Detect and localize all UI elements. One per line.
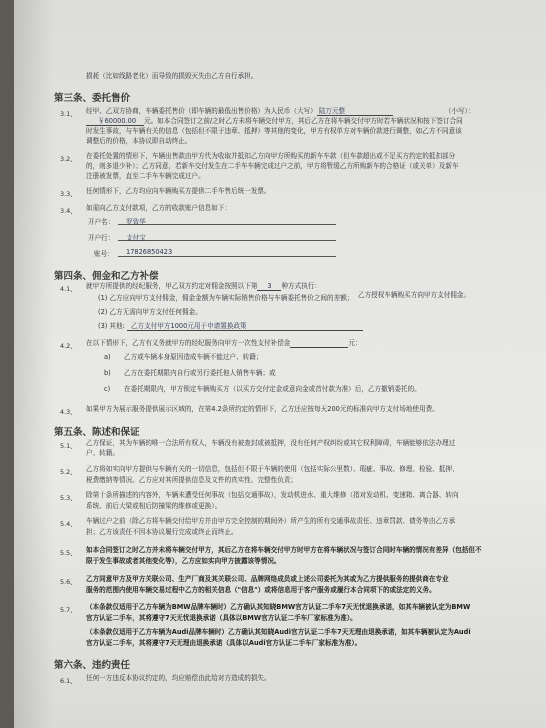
clause-5-7-line-3: （本条款仅适用于乙方车辆为Audi品牌车辆时）乙方确认其知晓Audi官方认证二手车7天无理由退换承诺，如其车辆被认定为Audi — [86, 628, 471, 636]
item-a-text: 乙方或车辆本身原因造成车辆不能过户、转籍； — [124, 353, 263, 361]
option-2: (2) 乙方无需向甲方支付任何佣金。 — [98, 308, 202, 316]
option-1: (1) 乙方应向甲方支付佣金，佣金金额为车辆实际销售价格与车辆委托售价之间的差额； — [98, 294, 354, 302]
account-number-field: 17826850423 — [118, 247, 336, 257]
clause-5-6-line-2: 服务的范围内使用车辆交易过程中乙方的相关信息（"信息"）或将信息用于客户服务或履行本合同项下的或法定的义务。 — [86, 586, 436, 594]
clause-5-1-line-1: 乙方保证，其为车辆的唯一合法所有权人，车辆没有被查封或被抵押，没有任何产权纠纷或其它权利障碍，车辆能够依法办理过 — [86, 439, 456, 447]
item-a-label: a) — [104, 353, 111, 361]
clause-5-4-line-1: 车辆过户之前（除乙方将车辆交付给甲方并由甲方完全控制的期间外）所产生的所有交通事故责任、违章罚款、债务等由乙方承 — [86, 517, 456, 525]
clause-4-3-number: 4.3、 — [60, 408, 77, 416]
clause-5-5-line-1: 如本合同签订之时乙方并未将车辆交付甲方，其后乙方在将车辆交付甲方时甲方在将车辆状况与签订合同时车辆的情况有差异（包括但不 — [86, 546, 482, 554]
clause-4-2-number: 4.2、 — [60, 342, 77, 350]
item-b-text: 乙方在委托期限内自行或另行委托他人销售车辆；或 — [124, 369, 276, 377]
price-figure-field: ￥60000.00 — [86, 117, 144, 126]
clause-3-4-line: 如需向乙方支付款项，乙方的收款账户信息如下： — [86, 204, 232, 212]
clause-5-4-number: 5.4、 — [60, 520, 77, 528]
clause-5-2-line-1: 乙方将如实向甲方提供与车辆有关的一切信息，包括但不限于车辆的使用（包括实际公里数）、瑕疵、事故、修理、检验、抵押、 — [86, 465, 459, 473]
account-holder-field: 罗致华 — [118, 215, 336, 225]
bank-branch-field: 支付宝 — [118, 231, 336, 241]
clause-5-6-line-1: 乙方同意甲方及甲方关联公司、生产厂商及其关联公司、品牌网络成员或上述公司委托为其或为乙方提供服务的提供商在专业 — [86, 575, 449, 583]
clause-3-2-number: 3.2、 — [60, 155, 77, 163]
section-6-title: 第六条、违约责任 — [54, 660, 131, 671]
bank-branch-label: 开户行： — [88, 234, 115, 242]
clause-5-3-line-1: 除第十条所描述的内容外，车辆未遭受任何事故（包括交通事故），发动机进水、重大维修（指对发动机、变速箱、离合器、转向 — [86, 491, 459, 499]
clause-3-1-line-3: 时发生事故，与车辆有关的信息（包括但不限于违章、抵押）等其他的变化，甲方有权单方对车辆价款进行调整，如乙方不同意该 — [86, 127, 462, 135]
clause-5-5-number: 5.5、 — [60, 549, 77, 557]
clause-5-7-line-2: 官方认证二手车，其将遵守7天无忧退换承诺（具体以BMW官方认证二手车厂家标准为准）。 — [86, 614, 357, 622]
clause-5-5-line-2: 限于发生事故或者其他变化等），乙方应如实向甲方披露该等情况。 — [86, 557, 281, 565]
clause-4-1-tail: 乙方授权车辆购买方向甲方支付佣金。 — [358, 291, 471, 299]
option-3: (3) 其他: 乙方支付甲方1000元用于申请置换政策 — [98, 322, 363, 331]
clause-5-2-number: 5.2、 — [60, 468, 77, 476]
section-5-title: 第五条、陈述和保证 — [54, 427, 140, 438]
clause-5-1-number: 5.1、 — [60, 442, 77, 450]
item-c-text: 在委托期限内，甲方锁定车辆购买方（以买方交付定金或意向金或首付款为准）后，乙方撤销委托的。 — [124, 385, 421, 393]
clause-5-3-line-2: 系统、前后大梁或相后防撞梁的维修或更换）。 — [86, 502, 222, 510]
section-3-title: 第三条、委托售价 — [54, 93, 131, 104]
account-holder-label: 开户名： — [88, 218, 115, 226]
clause-3-3-line: 任何情形下，乙方均应向车辆购买方提供二手车售后统一发票。 — [86, 187, 271, 195]
commission-option-field: 3 — [257, 282, 281, 291]
account-number-label: 账号： — [94, 250, 114, 258]
clause-5-4-line-2: 担；乙方该责任不因本协议履行完成或终止而终止。 — [86, 528, 238, 536]
clause-4-2-line: 在以下情形下，乙方有义务就甲方的经纪服务向甲方一次性支付补偿金 元： — [86, 339, 362, 347]
clause-3-2-line-1: 在委托处置的情形下，车辆出售款由甲方代为收取并抵扣乙方向甲方所购买的新车车款（但车款超出或不足买方约定的抵扣部分 — [86, 152, 456, 160]
clause-6-1-number: 6.1、 — [60, 677, 77, 685]
item-b-label: b) — [104, 369, 111, 377]
carryover-line: 损耗（比如线路老化）而导致的损毁灭失由乙方自行承担。 — [86, 72, 258, 80]
price-words-field: 陆万元整 — [317, 107, 393, 116]
clause-4-1-line-1: 就甲方所提供的经纪服务，甲乙双方约定对佣金按照以下第 3 种方式执行： — [86, 282, 321, 290]
clause-5-2-line-2: 税费缴纳等情况。乙方应对其所提供信息及文件的真实性、完整性负责； — [86, 476, 297, 484]
clause-3-3-number: 3.3、 — [60, 190, 77, 198]
clause-5-7-line-1: （本条款仅适用于乙方车辆为BMW品牌车辆时）乙方确认其知晓BMW官方认证二手车7天无忧退换承诺，如其车辆被认定为BMW — [86, 603, 471, 611]
clause-6-1-line: 任何一方违反本协议约定的，均应赔偿由此给对方造成的损失。 — [86, 674, 271, 682]
clause-3-2-line-3: 注册被发票，直至二手车车辆完成过户。 — [86, 172, 205, 180]
option-3-field: 乙方支付甲方1000元用于申请置换政策 — [127, 322, 363, 331]
clause-4-3-line: 如果甲方为展示服务提供展示区域的，在第4.2条所约定的情形下，乙方还应按每天200元的标准向甲方支付场地使用费。 — [86, 405, 439, 413]
page-shadow — [14, 0, 54, 728]
background-edge — [0, 0, 14, 728]
clause-3-2-line-2: 的，则多退少补）；乙方同意，若新车交付发生在二手车车辆完成过户之前，甲方将暂缓乙方所购新车的合格证（或关单）及新车 — [86, 162, 459, 170]
clause-3-1-line-1: 经甲、乙双方协商，车辆委托售价（即车辆的最低出售价格）为人民币（大写） 陆万元整 （小写）： — [86, 107, 475, 115]
clause-5-1-line-2: 户、转籍。 — [86, 449, 119, 457]
clause-5-7-number: 5.7、 — [60, 606, 77, 614]
clause-3-1-line-4: 调整后的价格，本协议即自动终止。 — [86, 137, 192, 145]
item-c-label: c) — [104, 385, 111, 393]
clause-4-1-number: 4.1、 — [60, 285, 77, 293]
clause-5-7-line-4: 官方认证二手车，其将遵守7天无理由退换承诺（具体以Audi官方认证二手车厂家标准为准）。 — [86, 639, 362, 647]
contract-page — [14, 0, 546, 728]
clause-5-6-number: 5.6、 — [60, 578, 77, 586]
clause-3-1-line-2: ￥60000.00 元。如本合同签订之前/之时乙方未将车辆交付甲方，其后乙方在将车辆交付甲方时若车辆状况和按下签订合同 — [86, 117, 463, 126]
clause-3-4-number: 3.4、 — [60, 207, 77, 215]
compensation-field — [290, 339, 348, 348]
clause-5-3-number: 5.3、 — [60, 494, 77, 502]
clause-3-1-number: 3.1、 — [60, 110, 77, 118]
section-4-title: 第四条、佣金和乙方补偿 — [54, 271, 159, 282]
